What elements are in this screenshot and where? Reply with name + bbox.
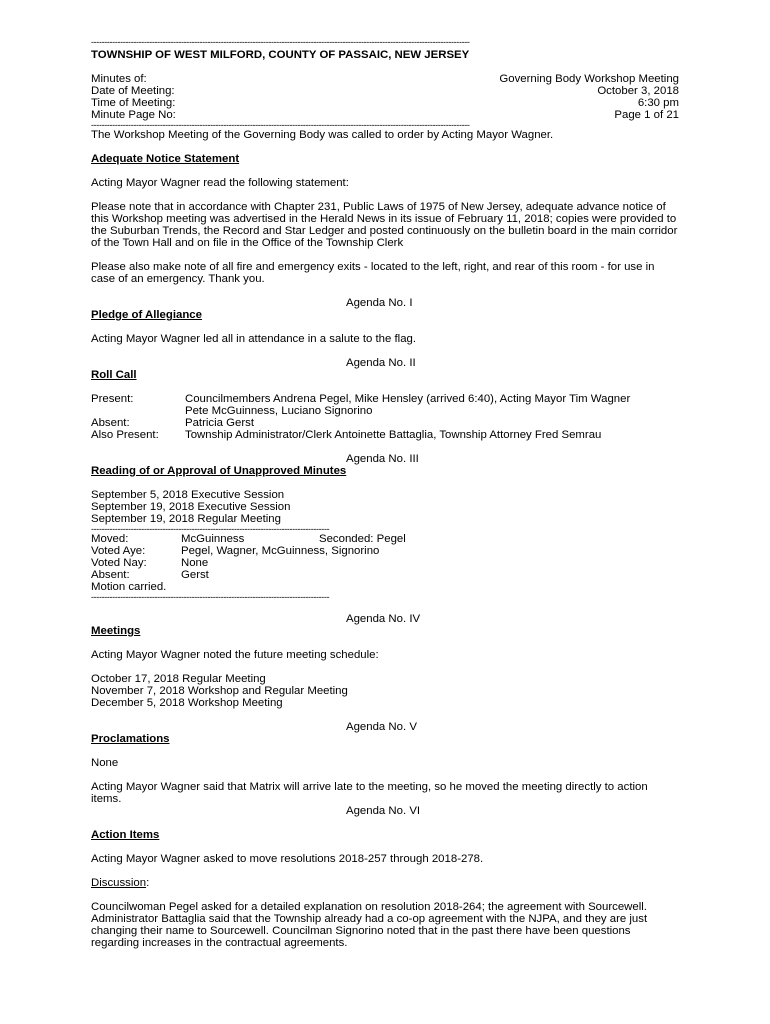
discussion-body: Councilwoman Pegel asked for a detailed explanation on resolution 2018-264; the agreement with Sourcewell. Administrator Battaglia said that the Township already had a co-op agreement with the NJPA, and they are just changing their name to Sourcewell. Councilman Signorino noted that in the past there have been questions regarding increases in the contractual agreements. — [91, 901, 648, 949]
document-title: TOWNSHIP OF WEST MILFORD, COUNTY OF PASSAIC, NEW JERSEY — [91, 49, 470, 61]
pledge-heading: Pledge of Allegiance — [91, 309, 202, 321]
intro-text: The Workshop Meeting of the Governing Body was called to order by Acting Mayor Wagner. — [91, 129, 554, 141]
notice-p1: Acting Mayor Wagner read the following statement: — [91, 177, 349, 189]
seconded-value: Seconded: Pegel — [319, 533, 406, 545]
voted-aye-value: Pegel, Wagner, McGuinness, Signorino — [181, 545, 380, 557]
agenda-number: Agenda No. I — [346, 297, 413, 309]
agenda-number: Agenda No. II — [346, 357, 416, 369]
present-value-cont: Pete McGuinness, Luciano Signorino — [185, 405, 373, 417]
absent-value: Patricia Gerst — [185, 417, 254, 429]
discussion-colon: : — [146, 877, 150, 889]
header-value: 6:30 pm — [637, 97, 679, 109]
proclamations-note: Acting Mayor Wagner said that Matrix will arrive late to the meeting, so he moved the meeting directly to action items. — [91, 781, 648, 805]
meetings-text: Acting Mayor Wagner noted the future meeting schedule: — [91, 649, 379, 661]
header-rule-top: ----------------------------------------------------------------------------------------------------------------------------------------------- — [91, 38, 470, 46]
present-value: Councilmembers Andrena Pegel, Mike Hensley (arrived 6:40), Acting Mayor Tim Wagner — [185, 393, 631, 405]
header-label: Time of Meeting: — [91, 97, 176, 109]
rollcall-table — [91, 393, 679, 441]
header-value: Governing Body Workshop Meeting — [499, 73, 679, 85]
voted-nay-value: None — [181, 557, 209, 569]
action-items-text: Acting Mayor Wagner asked to move resolutions 2018-257 through 2018-278. — [91, 853, 484, 865]
voted-nay-label: Voted Nay: — [91, 557, 147, 569]
minutes-item: September 5, 2018 Executive Session — [91, 489, 285, 501]
notice-heading: Adequate Notice Statement — [91, 153, 240, 165]
action-items-heading: Action Items — [91, 829, 160, 841]
voted-aye-label: Voted Aye: — [91, 545, 146, 557]
motion-rule-top: ------------------------------------------------------------------------------------------ — [91, 525, 330, 533]
meeting-item: October 17, 2018 Regular Meeting — [91, 673, 266, 685]
header-label: Date of Meeting: — [91, 85, 175, 97]
minutes-heading: Reading of or Approval of Unapproved Minutes — [91, 465, 347, 477]
also-present-value: Township Administrator/Clerk Antoinette Battaglia, Township Attorney Fred Semrau — [185, 429, 602, 441]
vote-table — [91, 545, 679, 581]
header-rule-bottom: ----------------------------------------------------------------------------------------------------------------------------------------------- — [91, 121, 470, 129]
absent-value: Gerst — [181, 569, 209, 581]
meetings-heading: Meetings — [91, 625, 141, 637]
present-label: Present: — [91, 393, 134, 405]
moved-label: Moved: — [91, 533, 129, 545]
moved-value: McGuinness — [181, 533, 245, 545]
meeting-item: December 5, 2018 Workshop Meeting — [91, 697, 283, 709]
notice-p3: Please also make note of all fire and emergency exits - located to the left, right, and rear of this room - for use in case of an emergency. Thank you. — [91, 261, 655, 285]
notice-p2: Please note that in accordance with Chapter 231, Public Laws of 1975 of New Jersey, adequate advance notice of this Workshop meeting was advertised in the Herald News in its issue of February 11, 2018; copies were provided to the Suburban Trends, the Record and Star Ledger and posted continuously on the bulletin board in the main corridor of the Town Hall and on file in the Office of the Township Clerk — [91, 201, 678, 249]
agenda-number: Agenda No. V — [346, 721, 417, 733]
rollcall-heading: Roll Call — [91, 369, 137, 381]
discussion-word: Discussion — [91, 877, 147, 889]
proclamations-text: None — [91, 757, 119, 769]
motion-carried: Motion carried. — [91, 581, 167, 593]
header-row-minutes-of — [91, 73, 679, 85]
agenda-number: Agenda No. VI — [346, 805, 421, 817]
absent-label: Absent: — [91, 569, 130, 581]
header-row-page — [91, 109, 679, 121]
absent-label: Absent: — [91, 417, 130, 429]
header-value: October 3, 2018 — [597, 85, 679, 97]
minutes-item: September 19, 2018 Executive Session — [91, 501, 291, 513]
agenda-number: Agenda No. III — [346, 453, 419, 465]
meeting-item: November 7, 2018 Workshop and Regular Meeting — [91, 685, 348, 697]
discussion-label — [91, 877, 679, 889]
motion-table — [91, 533, 679, 545]
motion-rule-bottom: ------------------------------------------------------------------------------------------ — [91, 593, 330, 601]
pledge-text: Acting Mayor Wagner led all in attendance in a salute to the flag. — [91, 333, 417, 345]
minutes-page — [91, 38, 679, 949]
header-value: Page 1 of 21 — [614, 109, 679, 121]
proclamations-heading: Proclamations — [91, 733, 170, 745]
also-present-label: Also Present: — [91, 429, 159, 441]
agenda-number: Agenda No. IV — [346, 613, 421, 625]
header-label: Minute Page No: — [91, 109, 176, 121]
header-row-date — [91, 85, 679, 97]
header-label: Minutes of: — [91, 73, 147, 85]
header-row-time — [91, 97, 679, 109]
minutes-item: September 19, 2018 Regular Meeting — [91, 513, 281, 525]
